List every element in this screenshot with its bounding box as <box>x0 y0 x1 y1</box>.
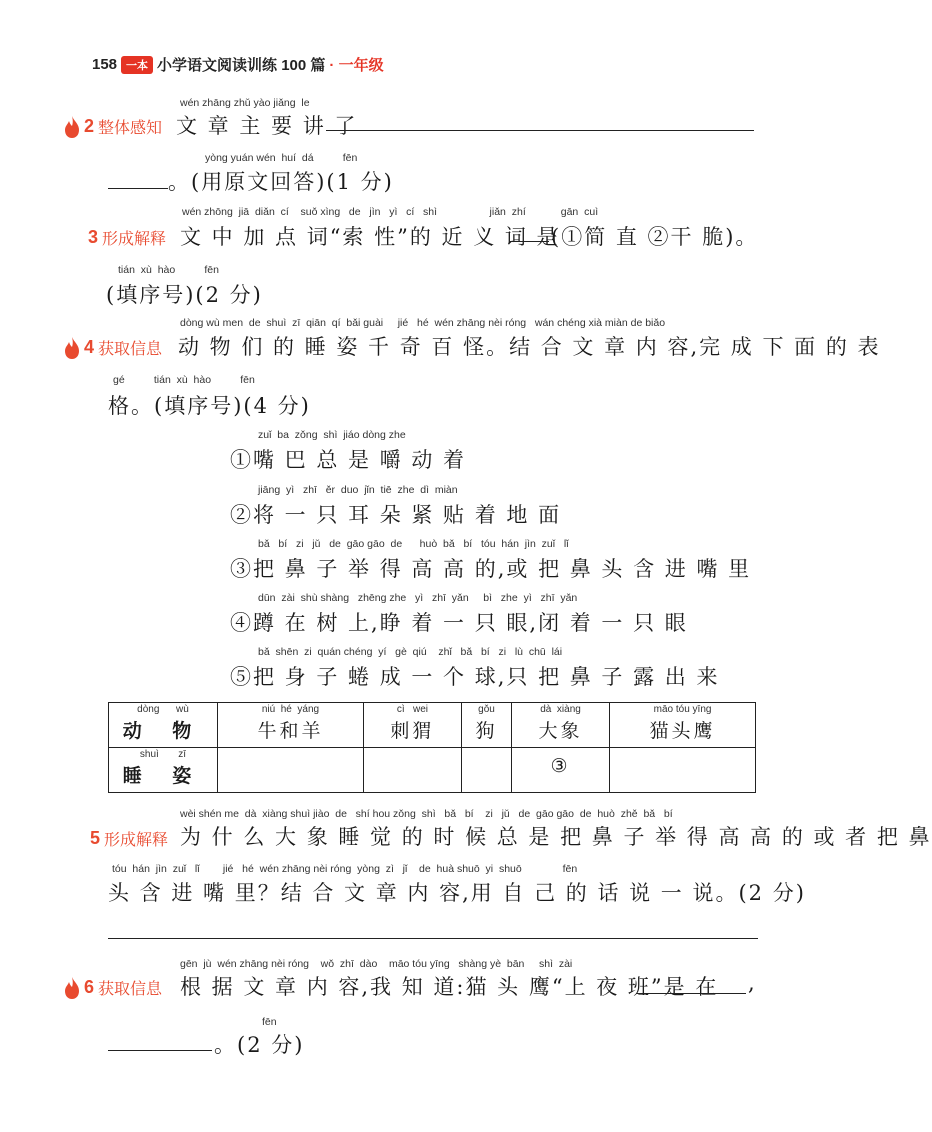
q3-label <box>88 226 166 249</box>
option-2-pinyin: jiāng yì zhī ěr duo jǐn tiē zhe dì miàn <box>258 484 458 496</box>
q2-pinyin-2: yòng yuán wén huí dá fēn <box>205 152 358 164</box>
option-2-text: ②将 一 只 耳 朵 紧 贴 着 地 面 <box>230 503 562 527</box>
q3-pinyin-2: tián xù hào fēn <box>118 264 219 276</box>
option-4-pinyin: dūn zài shù shàng zhēng zhe yì zhī yǎn bì zhe yì zhī yǎn <box>258 592 578 604</box>
option-4-text: ④蹲 在 树 上,睁 着 一 只 眼,闭 着 一 只 眼 <box>230 611 688 635</box>
option-3-pinyin: bǎ bí zi jǔ de gāo gāo de huò bǎ bí tóu hán jìn zuǐ lǐ <box>258 538 569 550</box>
flame-icon <box>64 337 80 359</box>
option-1-pinyin: zuǐ ba zǒng shì jiáo dòng zhe <box>258 429 406 441</box>
option-3-text: ③把 鼻 子 举 得 高 高 的,或 把 鼻 头 含 进 嘴 里 <box>230 557 752 581</box>
page-number: 158 <box>92 56 118 73</box>
q5-label <box>90 827 168 850</box>
q5-text-1: 为 什 么 大 象 睡 觉 的 时 候 总 是 把 鼻 子 举 得 高 高 的 或 者 把 鼻 <box>180 825 932 849</box>
q4-tag: 获取信息 <box>98 341 163 358</box>
table-row-poses <box>109 748 756 793</box>
q3-answer-line[interactable] <box>509 241 549 242</box>
q6-label <box>64 976 162 999</box>
q6-text-2: 。(2 分) <box>214 1033 305 1057</box>
q4-number: 4 <box>84 337 95 357</box>
table-answer-cell[interactable] <box>461 748 511 793</box>
q2-text-1: 文 章 主 要 讲 了 <box>176 114 358 138</box>
q6-pinyin-2: fēn <box>262 1016 277 1028</box>
q4-text-2: 格。(填序号)(4 分) <box>108 394 311 418</box>
q2-label <box>64 115 162 138</box>
q3-number: 3 <box>88 227 99 247</box>
option-5-text: ⑤把 身 子 蜷 成 一 个 球,只 把 鼻 子 露 出 来 <box>230 665 720 689</box>
table-answer-cell[interactable] <box>218 748 364 793</box>
q2-pinyin-1: wén zhāng zhǔ yào jiǎng le <box>180 97 310 109</box>
option-1-text: ①嘴 巴 总 是 嚼 动 着 <box>230 448 467 472</box>
table-row-animals <box>109 703 756 748</box>
q5-pinyin-2: tóu hán jìn zuǐ lǐ jié hé wén zhāng nèi róng yòng zì jǐ de huà shuō yi shuō fēn <box>112 863 578 875</box>
table-cell-animal: cì wei 刺猬 <box>363 703 461 748</box>
q6-comma: , <box>748 971 757 995</box>
page-header <box>92 54 384 75</box>
q2-answer-line-1[interactable] <box>326 130 754 131</box>
q5-answer-line[interactable] <box>108 938 758 939</box>
q4-pinyin-2: gé tián xù hào fēn <box>113 374 255 386</box>
q6-text-1: 根 据 文 章 内 容,我 知 道:猫 头 鹰“上 夜 班”是 在 <box>180 975 719 999</box>
table-cell-animal: gǒu 狗 <box>461 703 511 748</box>
table-answer-cell[interactable] <box>610 748 756 793</box>
q5-tag: 形成解释 <box>104 832 169 849</box>
q2-text-2: 。(用原文回答)(1 分) <box>168 170 394 194</box>
table-cell-animal: niú hé yáng 牛和羊 <box>218 703 364 748</box>
option-5-pinyin: bǎ shēn zi quán chéng yí gè qiú zhǐ bǎ bí zi lù chū lái <box>258 646 563 658</box>
table-answer-cell[interactable]: ③ <box>512 748 610 793</box>
q2-tag: 整体感知 <box>98 120 163 137</box>
q3-text-2: (填序号)(2 分) <box>106 283 263 307</box>
q5-text-2: 头 含 进 嘴 里？结 合 文 章 内 容,用 自 己 的 话 说 一 说。(2 分) <box>108 881 806 905</box>
sleep-pose-table <box>108 702 756 793</box>
table-cell-animal: māo tóu yīng 猫头鹰 <box>610 703 756 748</box>
q3-options: (①简 直 ②干 脆)。 <box>551 225 759 249</box>
book-title: 小学语文阅读训练 100 篇 <box>157 57 326 74</box>
q4-text-1: 动 物 们 的 睡 姿 千 奇 百 怪。结 合 文 章 内 容,完 成 下 面 的 表 <box>178 335 881 359</box>
q6-answer-line-1[interactable] <box>636 993 746 994</box>
q6-tag: 获取信息 <box>98 981 163 998</box>
q6-number: 6 <box>84 977 95 997</box>
flame-icon <box>64 116 80 138</box>
q6-answer-line-2[interactable] <box>108 1050 212 1051</box>
q3-text-1: 文 中 加 点 词“索 性”的 近 义 词 是 <box>180 225 560 249</box>
table-head-animal: dòng wù 动 物 <box>109 703 218 748</box>
q2-number: 2 <box>84 116 95 136</box>
flame-icon <box>64 977 80 999</box>
q3-tag: 形成解释 <box>102 231 167 248</box>
q5-pinyin-1: wèi shén me dà xiàng shuì jiào de shí hou zǒng shì bǎ bí zi jǔ de gāo gāo de huò zhě bǎ bí <box>180 808 673 820</box>
grade-label: · 一年级 <box>329 57 384 74</box>
q4-pinyin-1: dòng wù men de shuì zī qiān qí bǎi guài jié hé wén zhāng nèi róng wán chéng xià miàn de biǎo <box>180 317 666 329</box>
q6-pinyin-1: gēn jù wén zhāng nèi róng wǒ zhī dào māo tóu yīng shàng yè bān shì zài <box>180 958 573 970</box>
q4-label <box>64 336 162 359</box>
q2-answer-line-2[interactable] <box>108 188 168 189</box>
brand-logo: 一本 <box>121 56 153 74</box>
table-cell-animal: dà xiàng 大象 <box>512 703 610 748</box>
table-answer-cell[interactable] <box>363 748 461 793</box>
q5-number: 5 <box>90 828 101 848</box>
table-head-pose: shuì zī 睡 姿 <box>109 748 218 793</box>
q3-pinyin-1: wén zhōng jiā diǎn cí suǒ xìng de jìn yì cí shì jiǎn zhí gān cuì <box>182 206 599 218</box>
